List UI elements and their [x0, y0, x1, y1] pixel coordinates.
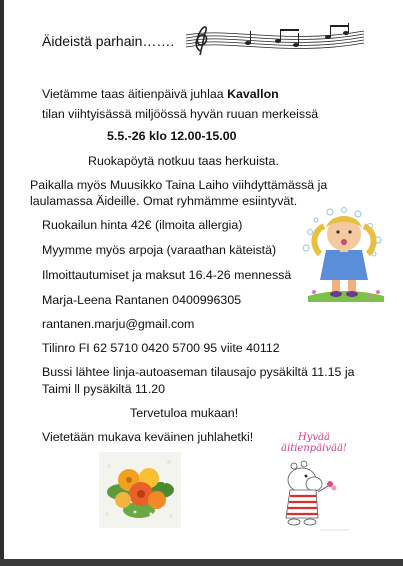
closing-text: Vietetään mukava keväinen juhlahetki! [42, 430, 254, 444]
bus-info-line-1: Bussi lähtee linja-autoaseman tilausajo pysäkiltä 11.15 ja [42, 365, 355, 379]
contact-name-phone: Marja-Leena Rantanen 0400996305 [42, 293, 242, 307]
moomin-figure-image [272, 458, 354, 538]
bottom-border [0, 559, 403, 566]
mothers-day-greeting-card [272, 430, 354, 538]
bank-account: Tilinro FI 62 5710 0420 5700 95 viite 40112 [42, 341, 280, 355]
greeting-text: Hyvää äitienpäivää! [281, 432, 347, 454]
flower-bouquet-image [99, 452, 181, 528]
bus-info-line-2: Taimi ll pysäkiltä 11.20 [42, 382, 166, 396]
text-line-price: Ruokailun hinta 42€ (ilmoita allergia) [42, 218, 243, 232]
left-border [0, 0, 4, 566]
text-line-registration: Ilmoittautumiset ja maksut 16.4-26 mennessä [42, 268, 292, 282]
text-line-2: tilan viihtyisässä miljöössä hyvän ruuan merkeissä [42, 107, 319, 121]
text-line-4: Ruokapöytä notkuu taas herkuista. [88, 154, 279, 168]
event-date: 5.5.-26 klo 12.00-15.00 [107, 129, 237, 143]
welcome-text: Tervetuloa mukaan! [130, 406, 239, 420]
text-line-5: Paikalla myös Muusikko Taina Laiho viihdyttämässä ja [30, 178, 328, 192]
heading: Äideistä parhain……. [42, 33, 175, 49]
text-line-1: Vietämme taas äitienpäivä juhlaa Kavallon [42, 87, 279, 101]
contact-email: rantanen.marju@gmail.com [42, 317, 195, 331]
text-line-raffle: Myymme myös arpoja (varaathan käteistä) [42, 243, 277, 257]
text-line-6: laulamassa Äideille. Omat ryhmämme esiintyvät. [30, 194, 298, 208]
music-staff-image [178, 21, 368, 57]
girl-blowing-bubbles-image [300, 206, 388, 302]
